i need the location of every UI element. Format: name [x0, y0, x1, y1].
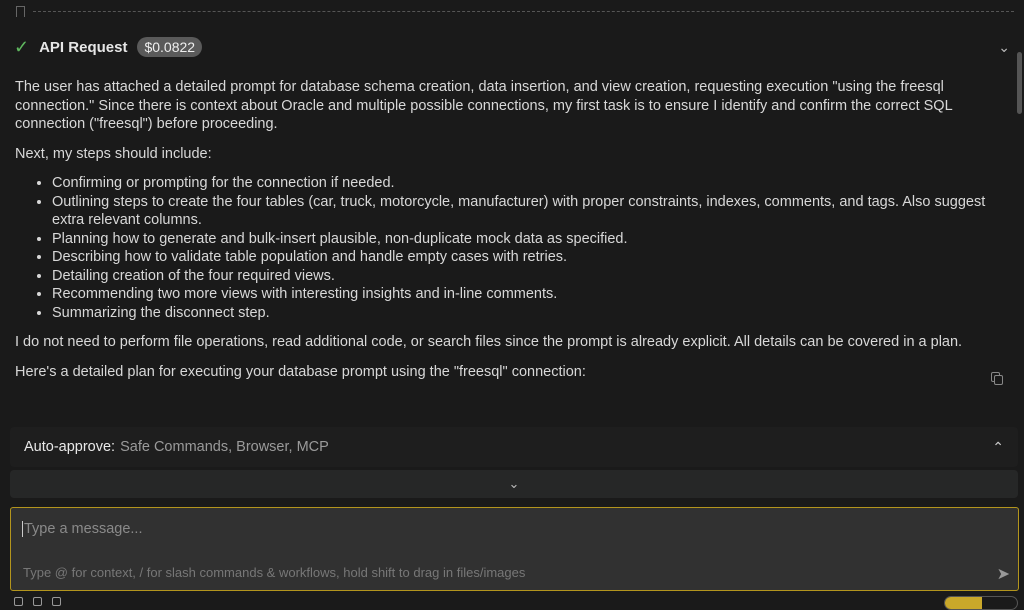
- auto-approve-value: Safe Commands, Browser, MCP: [120, 439, 329, 455]
- divider: [33, 11, 1014, 12]
- list-item: • Confirming or prompting for the connection if needed.: [52, 174, 1005, 193]
- list-item: • Planning how to generate and bulk-insert plausible, non-duplicate mock data as specified.: [52, 230, 1005, 249]
- plan-act-toggle[interactable]: [944, 596, 1018, 610]
- paragraph: The user has attached a detailed prompt for database schema creation, data insertion, and view creation, requesting execution "using the freesql connection." Since there is context about Oracle and multiple possible connections, my first task is to ensure I identify and confirm the correct SQL connection ("freesql") before proceeding.: [15, 79, 953, 132]
- paragraph: Here's a detailed plan for executing your database prompt using the "freesql" connection:: [15, 363, 586, 380]
- message-body: [15, 78, 1005, 392]
- message-input[interactable]: [10, 507, 1019, 591]
- copy-icon[interactable]: [991, 372, 1004, 386]
- chevron-up-icon[interactable]: ⌃: [992, 438, 1004, 455]
- chevron-down-icon: ⌄: [508, 476, 520, 491]
- cost-badge: $0.0822: [137, 37, 202, 57]
- context-icon[interactable]: [14, 597, 23, 606]
- footer-toolbar: [14, 597, 61, 606]
- list-item: • Outlining steps to create the four tables (car, truck, motorcycle, manufacturer) with proper constraints, indexes, comments, and tags. Also suggest extra relevant columns.: [52, 193, 1005, 230]
- input-hint: Type @ for context, / for slash commands & workflows, hold shift to drag in files/images: [23, 565, 526, 580]
- list-item: • Detailing creation of the four required views.: [52, 267, 1005, 286]
- server-icon[interactable]: [52, 597, 61, 606]
- bookmark-icon[interactable]: [16, 6, 25, 17]
- image-icon[interactable]: [33, 597, 42, 606]
- input-placeholder: Type a message...: [24, 521, 143, 537]
- paragraph: I do not need to perform file operations, read additional code, or search files since the prompt is already explicit. All details can be covered in a plan.: [15, 334, 963, 350]
- list-item: • Recommending two more views with interesting insights and in-line comments.: [52, 285, 1005, 304]
- list-item: • Summarizing the disconnect step.: [52, 304, 1005, 323]
- checkpoint-line: [16, 4, 1014, 18]
- check-icon: ✓: [14, 36, 30, 57]
- expand-button[interactable]: [10, 470, 1018, 498]
- send-icon[interactable]: ➤: [996, 566, 1010, 583]
- scrollbar[interactable]: [1017, 52, 1022, 114]
- toggle-active: [945, 597, 982, 610]
- api-request-header[interactable]: [14, 36, 1010, 58]
- paragraph: Next, my steps should include:: [15, 145, 212, 162]
- api-request-title: API Request: [39, 38, 128, 56]
- list-item: • Describing how to validate table population and handle empty cases with retries.: [52, 248, 1005, 267]
- chevron-down-icon[interactable]: ⌄: [998, 38, 1010, 55]
- auto-approve-label: Auto-approve:: [24, 439, 116, 455]
- steps-list: [52, 174, 1005, 322]
- auto-approve-bar[interactable]: [10, 427, 1018, 467]
